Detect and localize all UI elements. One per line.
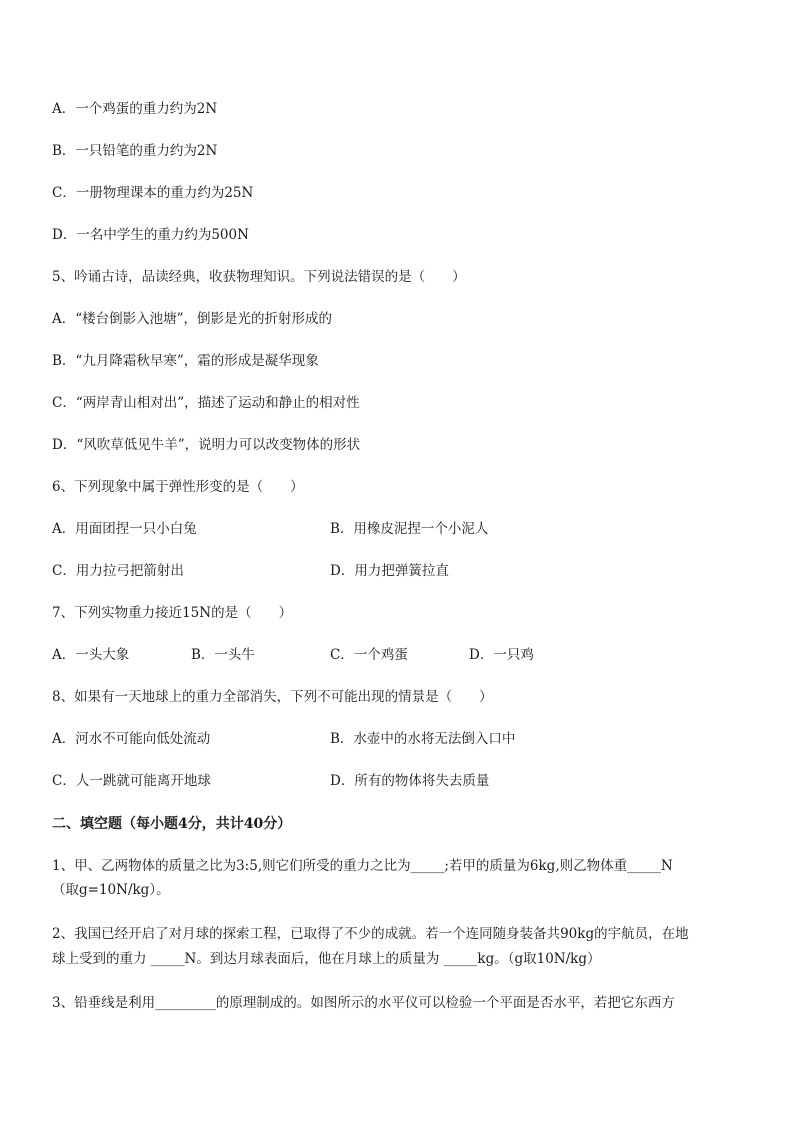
q5-option-b: B．“九月降霜秋早寒”，霜的形成是凝华现象 — [52, 353, 319, 369]
q6-option-c: C．用力拉弓把箭射出 — [52, 563, 184, 579]
q5-option-d: D．“风吹草低见牛羊”，说明力可以改变物体的形状 — [52, 437, 361, 453]
q5-option-a: A．“楼台倒影入池塘”，倒影是光的折射形成的 — [52, 311, 333, 327]
q5-option-c: C．“两岸青山相对出”，描述了运动和静止的相对性 — [52, 395, 360, 411]
q7-option-b: B．一头牛 — [191, 647, 255, 663]
q6-option-b: B．用橡皮泥捏一个小泥人 — [330, 521, 489, 537]
q7-option-c: C．一个鸡蛋 — [330, 647, 408, 663]
fill1-line1: 1、甲、乙两物体的质量之比为3:5,则它们所受的重力之比为_____;若甲的质量为6kg,则乙物体重_____N — [52, 858, 673, 874]
q6-option-d: D．用力把弹簧拉直 — [330, 563, 449, 579]
q4-option-a: A．一个鸡蛋的重力约为2N — [52, 101, 218, 117]
q8-option-a: A．河水不可能向低处流动 — [52, 731, 211, 747]
q7-option-d: D．一只鸡 — [469, 647, 534, 663]
q6-stem: 6、下列现象中属于弹性形变的是（ ） — [52, 479, 304, 495]
q7-option-a: A．一头大象 — [52, 647, 130, 663]
fill1-line2: （取g=10N/kg）。 — [52, 882, 170, 898]
q6-option-a: A．用面团捏一只小白兔 — [52, 521, 197, 537]
q8-option-c: C．人一跳就可能离开地球 — [52, 773, 211, 789]
fill3-line1: 3、铅垂线是利用_________的原理制成的。如图所示的水平仪可以检验一个平面是否水平，若把它东西方 — [52, 995, 675, 1011]
section-heading: 二、填空题（每小题4分，共计40分） — [52, 816, 292, 832]
q5-stem: 5、吟诵古诗，品读经典，收获物理知识。下列说法错误的是（ ） — [52, 269, 466, 285]
q8-option-b: B．水壶中的水将无法倒入口中 — [330, 731, 516, 747]
q7-stem: 7、下列实物重力接近15N的是（ ） — [52, 605, 293, 621]
q4-option-d: D．一名中学生的重力约为500N — [52, 227, 249, 243]
fill2-line1: 2、我国已经开启了对月球的探索工程，已取得了不少的成就。若一个连同随身装备共90kg的宇航员，在地 — [52, 926, 689, 942]
fill2-line2: 球上受到的重力 _____N。到达月球表面后，他在月球上的质量为 _____kg。（g取10N/kg） — [52, 951, 601, 967]
q4-option-c: C．一册物理课本的重力约为25N — [52, 185, 254, 201]
q4-option-b: B．一只铅笔的重力约为2N — [52, 143, 218, 159]
q8-stem: 8、如果有一天地球上的重力全部消失，下列不可能出现的情景是（ ） — [52, 689, 493, 705]
q8-option-d: D．所有的物体将失去质量 — [330, 773, 490, 789]
